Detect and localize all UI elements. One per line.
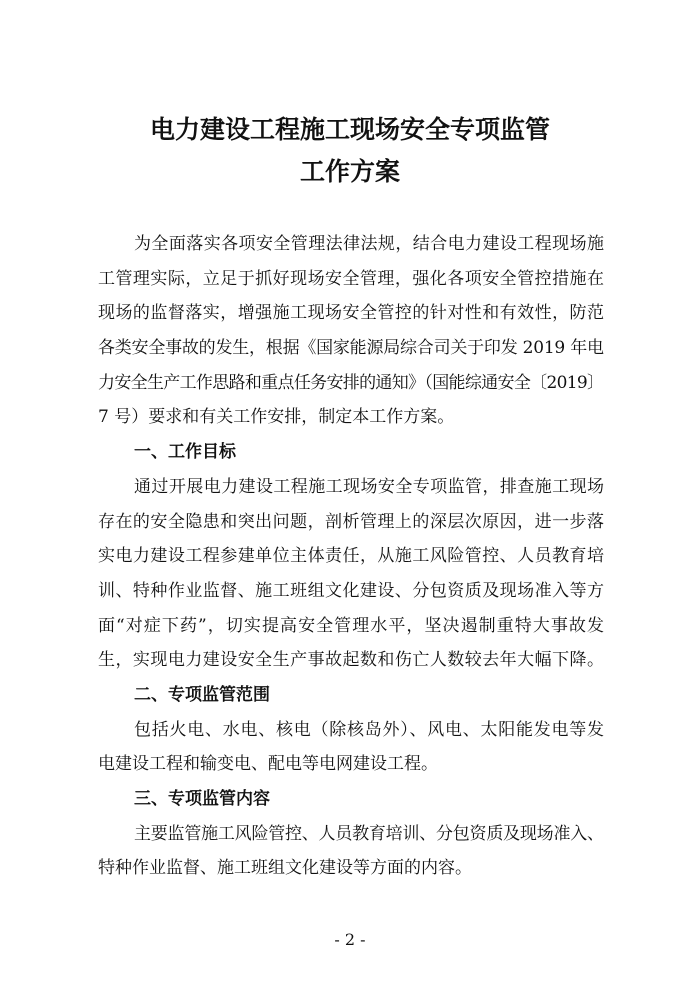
title-line-2: 工作方案 (299, 157, 400, 186)
goals-paragraph (98, 470, 604, 678)
section-heading-scope: 二、专项监管范围 (134, 684, 270, 705)
title-line-1: 电力建设工程施工现场安全专项监管 (149, 115, 550, 144)
paragraph-line: 特种作业监督、施工班组文化建设等方面的内容。 (98, 858, 472, 879)
page-title (0, 109, 700, 193)
content-paragraph (98, 817, 604, 886)
paragraph-line: 力安全生产工作思路和重点任务安排的通知》（国能综通安全〔2019〕 (98, 372, 604, 393)
paragraph-line: 主要监管施工风险管控、人员教育培训、分包资质及现场准入、 (134, 823, 604, 844)
paragraph-line: 面“对症下药”，切实提高安全管理水平，坚决遏制重特大事故发 (98, 615, 606, 636)
paragraph-line: 通过开展电力建设工程施工现场安全专项监管，排查施工现场 (134, 476, 605, 497)
paragraph-line: 包括火电、水电、核电（除核岛外）、风电、太阳能发电等发 (134, 719, 605, 740)
paragraph-line: 现场的监督落实，增强施工现场安全管控的针对性和有效性，防范 (98, 303, 605, 324)
paragraph-line: 存在的安全隐患和突出问题，剖析管理上的深层次原因，进一步落 (98, 511, 605, 532)
section-heading-content: 三、专项监管内容 (134, 789, 270, 809)
paragraph-line: 生，实现电力建设安全生产事故起数和伤亡人数较去年大幅下降。 (98, 650, 605, 671)
page-number: - 2 - (334, 930, 366, 949)
document-body (98, 227, 604, 886)
paragraph-line: 各类安全事故的发生，根据《国家能源局综合司关于印发 2019 年电 (98, 338, 604, 359)
paragraph-line: 7 号）要求和有关工作安排，制定本工作方案。 (98, 407, 455, 428)
paragraph-line: 电建设工程和输变电、配电等电网建设工程。 (98, 754, 438, 775)
paragraph-line: 实电力建设工程参建单位主体责任，从施工风险管控、人员教育培 (98, 546, 605, 567)
paragraph-line: 训、特种作业监督、施工班组文化建设、分包资质及现场准入等方 (98, 580, 605, 601)
paragraph-line: 为全面落实各项安全管理法律法规，结合电力建设工程现场施 (134, 234, 605, 254)
paragraph-line: 工管理实际，立足于抓好现场安全管理，强化各项安全管控措施在 (98, 268, 605, 289)
scope-paragraph (98, 713, 604, 782)
section-heading-goals: 一、工作目标 (134, 442, 236, 463)
intro-paragraph (98, 227, 604, 435)
